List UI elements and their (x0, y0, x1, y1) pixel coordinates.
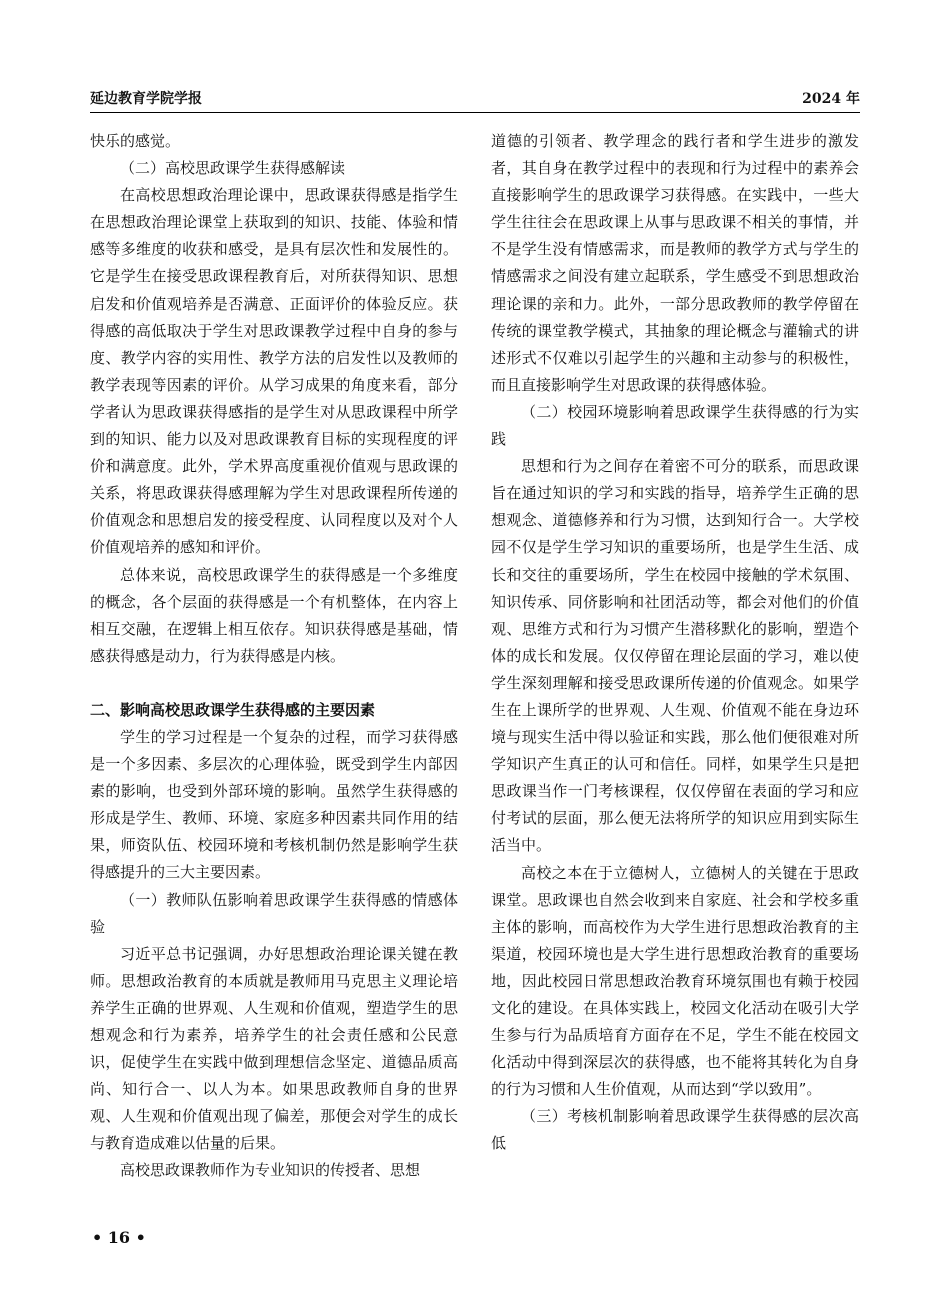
left-column (90, 128, 458, 1185)
header-rule (90, 112, 860, 113)
paragraph: 高校思政课教师作为专业知识的传授者、思想 (120, 1161, 421, 1180)
subsection-heading: （一）教师队伍影响着思政课学生获得感的情感体验 (90, 890, 458, 936)
paragraph: 总体来说，高校思政课学生的获得感是一个多维度的概念，各个层面的获得感是一个有机整体，在内容上相互交融，在逻辑上相互依存。知识获得感是基础，情感获得感是动力，行为获得感是内核。 (90, 565, 458, 665)
running-header (90, 88, 860, 110)
paragraph: 道德的引领者、教学理念的践行者和学生进步的激发者，其自身在教学过程中的表现和行为过程中的素养会直接影响学生的思政课学习获得感。在实践中，一些大学生往往会在思政课上从事与思政课不相关的事情，并不是学生没有情感需求，而是教师的教学方式与学生的情感需求之间没有建立起联系，学生感受不到思想政治理论课的亲和力。此外，一部分思政教师的教学停留在传统的课堂教学模式，其抽象的理论概念与灌输式的讲述形式不仅难以引起学生的兴趣和主动参与的积极性，而且直接影响学生对思政课的获得感体验。 (491, 132, 859, 394)
subsection-heading: （二）高校思政课学生获得感解读 (120, 159, 346, 178)
paragraph: 思想和行为之间存在着密不可分的联系，而思政课旨在通过知识的学习和实践的指导，培养学生正确的思想观念、道德修养和行为习惯，达到知行合一。大学校园不仅是学生学习知识的重要场所，也是学生生活、成长和交往的重要场所，学生在校园中接触的学术氛围、知识传承、同侪影响和社团活动等，都会对他们的价值观、思维方式和行为习惯产生潜移默化的影响，塑造个体的成长和发展。仅仅停留在理论层面的学习，难以使学生深刻理解和接受思政课所传递的价值观念。如果学生在上课所学的世界观、人生观、价值观不能在身边环境与现实生活中得以验证和实践，那么他们便很难对所学知识产生真正的认可和信任。同样，如果学生只是把思政课当作一门考核课程，仅仅停留在表面的学习和应付考试的层面，那么便无法将所学的知识应用到实际生活当中。 (491, 457, 859, 855)
paragraph: 习近平总书记强调，办好思想政治理论课关键在教师。思想政治教育的本质就是教师用马克思主义理论培养学生正确的世界观、人生观和价值观，塑造学生的思想观念和行为素养，培养学生的社会责任感和公民意识，促使学生在实践中做到理想信念坚定、道德品质高尚、知行合一、以人为本。如果思政教师自身的世界观、人生观和价值观出现了偏差，那便会对学生的成长与教育造成难以估量的后果。 (90, 944, 458, 1153)
section-heading: 二、影响高校思政课学生获得感的主要因素 (90, 700, 376, 719)
paragraph: 在高校思想政治理论课中，思政课获得感是指学生在思想政治理论课堂上获取到的知识、技能、体验和情感等多维度的收获和感受，是具有层次性和发展性的。它是学生在接受思政课程教育后，对所获得知识、思想启发和价值观培养是否满意、正面评价的体验反应。获得感的高低取决于学生对思政课教学过程中自身的参与度、教学内容的实用性、教学方法的启发性以及教师的教学表现等因素的评价。从学习成果的角度来看，部分学者认为思政课获得感指的是学生对从思政课程中所学到的知识、能力以及对思政课教育目标的实现程度的评价和满意度。此外，学术界高度重视价值观与思政课的关系，将思政课获得感理解为学生对思政课程所传递的价值观念和思想启发的接受程度、认同程度以及对个人价值观培养的感知和评价。 (90, 186, 458, 557)
journal-title: 延边教育学院学报 (90, 91, 202, 107)
paragraph: 学生的学习过程是一个复杂的过程，而学习获得感是一个多因素、多层次的心理体验，既受到学生内部因素的影响，也受到外部环境的影响。虽然学生获得感的形成是学生、教师、环境、家庭多种因素共同作用的结果，师资队伍、校园环境和考核机制仍然是影响学生获得感提升的三大主要因素。 (90, 727, 458, 882)
page-number: • 16 • (92, 1228, 146, 1247)
paragraph: 快乐的感觉。 (90, 132, 181, 150)
paragraph: 高校之本在于立德树人，立德树人的关键在于思政课堂。思政课也自然会收到来自家庭、社会和学校多重主体的影响，而高校作为大学生进行思想政治教育的主渠道，校园环境也是大学生进行思想政治教育的重要场地，因此校园日常思想政治教育环境氛围也有赖于校园文化的建设。在具体实践上，校园文化活动在吸引大学生参与行为品质培育方面存在不足，学生不能在校园文化活动中得到深层次的获得感，也不能将其转化为自身的行为习惯和人生价值观，从而达到“学以致用”。 (491, 863, 859, 1099)
subsection-heading: （二）校园环境影响着思政课学生获得感的行为实践 (491, 402, 859, 449)
publication-year: 2024 年 (802, 91, 860, 107)
subsection-heading: （三）考核机制影响着思政课学生获得感的层次高低 (491, 1107, 859, 1153)
right-column (491, 128, 859, 1158)
